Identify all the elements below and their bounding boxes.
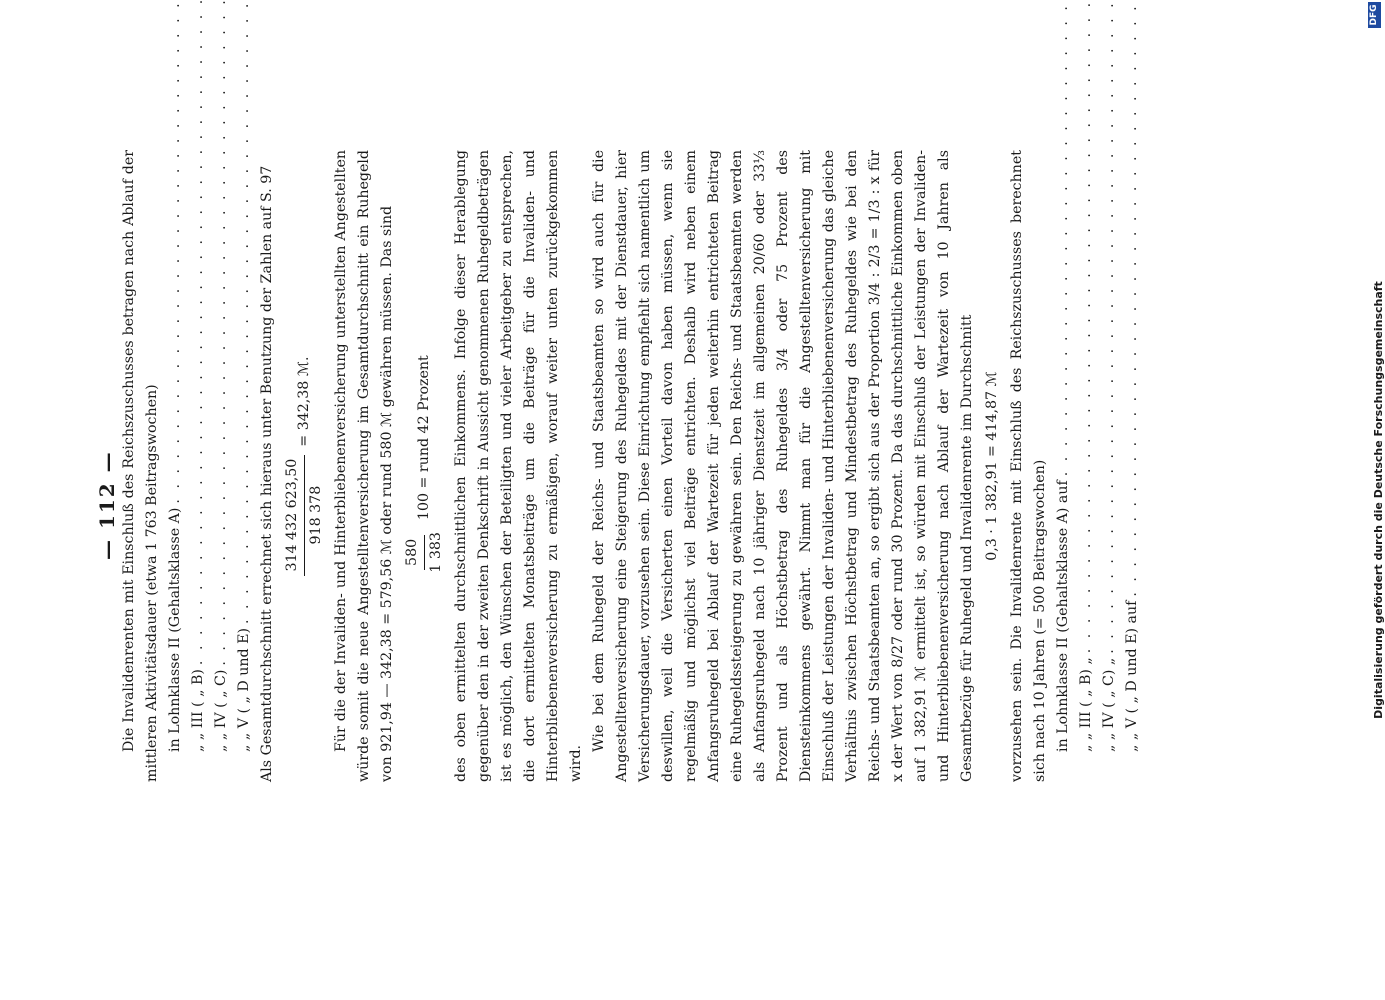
continuation-paragraph: des oben ermittelten durchschnittlichen Einkommens. Infolge dieser Herablegung gegenüber den in der zweiten Denkschrift in Aussicht genommenen Ruhegeldbeträgen ist es möglich, den Wünschen der Beteiligten und vieler Arbeitgeber zu entsprechen, die dort ermittelten Monatsbeiträge um die Beiträge für die Invaliden- und Hinterbliebenenversicherung zu ermäßigen, worauf weiter unten zurückgekommen wird. (453, 150, 584, 782)
equation-total: 0,3 · 1 382,91 = 414,87 ℳ (984, 371, 1000, 561)
page-body (118, 150, 1144, 782)
page-number: — 112 — (95, 450, 119, 560)
table-row: „ „ IV ( „ C) . . . (210, 150, 233, 782)
average-paragraph: Als Gesamtdurchschnitt errechnet sich hieraus unter Benutzung der Zahlen auf S. 97 (259, 165, 275, 782)
digitization-note: Digitalisierung gefördert durch die Deutsche Forschungsgemeinschaft (1372, 281, 1385, 719)
table-row: „ „ IV ( „ C) „ . . . (1098, 150, 1121, 782)
table-row: „ „ V ( „ D und E) auf . . . (1121, 150, 1144, 782)
table-row: „ „ V ( „ D und E) . . . (233, 150, 256, 782)
table-row: „ „ III ( „ B) . . . (187, 150, 210, 782)
equation-percent: 580 1 383 100 = rund 42 Prozent (401, 150, 448, 782)
dfg-logo: DFG (1368, 2, 1381, 28)
equation-average: 314 432 623,50 918 378 = 342,38 ℳ. (281, 150, 328, 782)
intro-paragraph: Die Invalidenrenten mit Einschluß des Reichszuschusses betragen nach Ablauf der mittleren Aktivitätsdauer (etwa 1 763 Beitragswochen) (121, 150, 160, 782)
ten-year-pension-table (1052, 150, 1144, 782)
table-row: „ „ III ( „ B) „ . . . (1075, 150, 1098, 782)
wie-paragraph: Wie bei dem Ruhegeld der Reichs- und Staatsbeamten so wird auch für die Angestelltenversicherung eine Steigerung des Ruhegeldes mit der Dienstdauer, hier Versicherungsdauer, vorzusehen sein. Diese Einrichtung empfiehlt sich namentlich um deswillen, weil die Versicherten einen Vorteil davon haben müssen, wenn sie regelmäßig und möglichst viel Beiträge entrichten. Deshalb wird neben einem Anfangsruhegeld bei Ablauf der Wartezeit für jeden weiterhin entrichteten Beitrag eine Ruhegeldssteigerung zu gewähren sein. Den Reichs- und Staatsbeamten werden als Anfangsruhegeld nach 10 jähriger Dienstzeit im allgemeinen 20/60 oder 33⅓ Prozent und als Höchstbetrag des Ruhegeldes 3/4 oder 75 Prozent des Diensteinkommens gewährt. Nimmt man für die Angestelltenversicherung mit Einschluß der Leistungen der Invaliden- und Hinterbliebenenversicherung das gleiche Verhältnis zwischen Höchstbetrag und Mindestbetrag des Ruhegeldes wie bei den Reichs- und Staatsbeamten an, so ergibt sich aus der Proportion 3/4 : 2/3 = 1/3 : x für x der Wert von 8/27 oder rund 30 Prozent. Da das durchschnittliche Einkommen oben auf 1 382,91 ℳ ermittelt ist, so würden mit Einschluß der Leistungen der Invaliden- und Hinterbliebenenversicherung nach Ablauf der Wartezeit von 10 Jahren als Gesamtbezüge für Ruhegeld und Invalidenrente im Durchschnitt (591, 150, 975, 782)
vorzusehen-paragraph: vorzusehen sein. Die Invalidenrente mit Einschluß des Reichszuschusses berechnet sich nach 10 Jahren (= 500 Beitragswochen) (1009, 150, 1048, 782)
table-row: in Lohnklasse II (Gehaltsklasse A) auf . . . (1052, 150, 1075, 782)
fuer-paragraph: Für die der Invaliden- und Hinterbliebenenversicherung unterstellten Angestellten würde somit die neue Angestelltenversicherung im Gesamtdurchschnitt ein Ruhegeld von 921,94 — 342,38 = 579,56 ℳ oder rund 580 ℳ gewähren müssen. Das sind (333, 150, 395, 782)
invalid-pension-table (164, 150, 256, 782)
table-row: in Lohnklasse II (Gehaltsklasse A) . . . (164, 150, 187, 782)
